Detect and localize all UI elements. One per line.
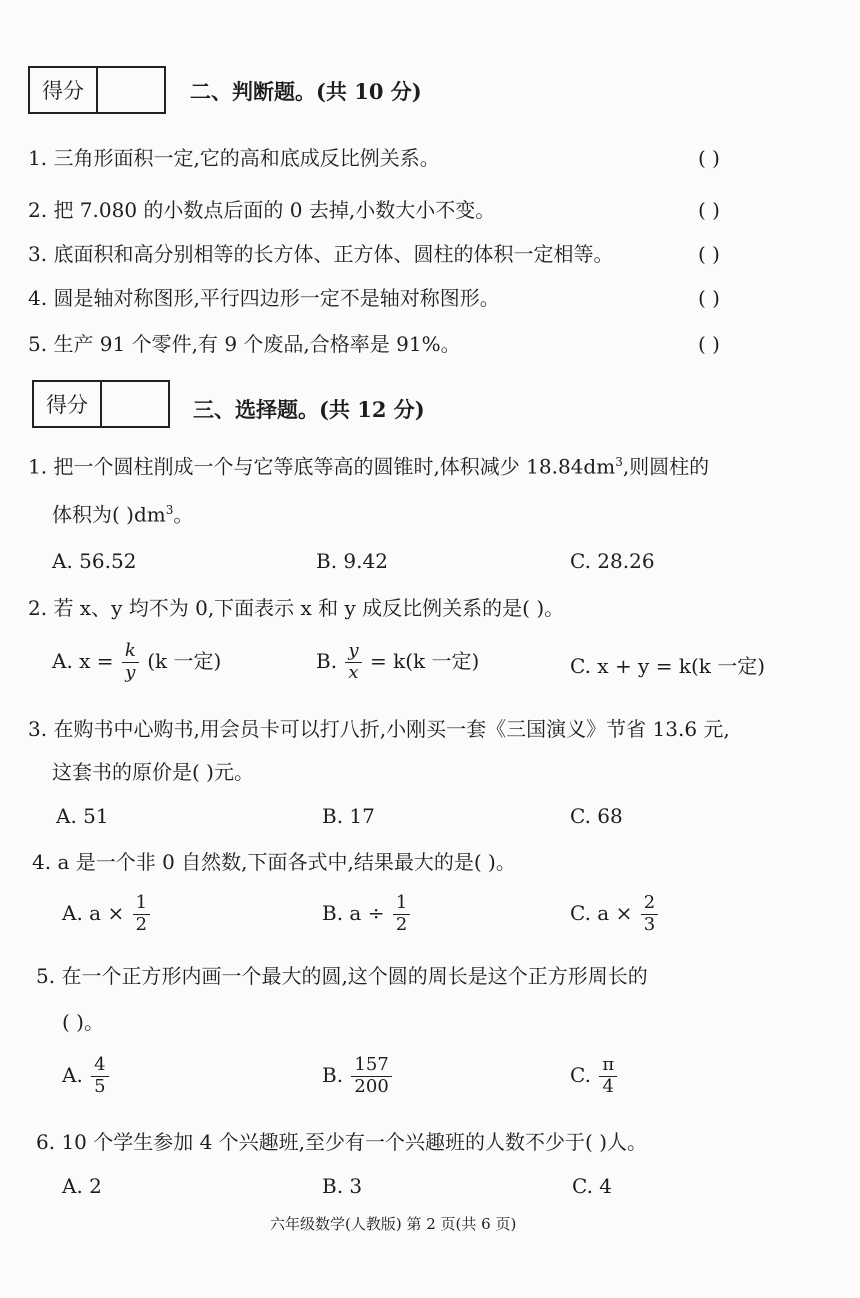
q5-c-prefix: C. bbox=[570, 1062, 591, 1087]
judge-answer-4[interactable]: ( ) bbox=[698, 286, 720, 310]
q5-a-den: 5 bbox=[94, 1075, 106, 1097]
q2-b-num: y bbox=[345, 642, 361, 663]
score-blank[interactable] bbox=[102, 382, 168, 426]
q1-sup2: 3 bbox=[165, 503, 174, 517]
q5-option-a[interactable] bbox=[62, 1056, 111, 1097]
score-box-section2 bbox=[28, 66, 166, 114]
q6-option-b[interactable]: B. 3 bbox=[322, 1174, 363, 1198]
q5-c-num: π bbox=[599, 1056, 617, 1077]
q2-a-fraction bbox=[122, 642, 139, 683]
q5-b-den: 200 bbox=[354, 1075, 389, 1097]
q5-b-prefix: B. bbox=[322, 1062, 344, 1087]
judge-answer-3[interactable]: ( ) bbox=[698, 242, 720, 266]
page-footer: 六年级数学(人教版) 第 2 页(共 6 页) bbox=[270, 1215, 517, 1233]
q2-text: 2. 若 x、y 均不为 0,下面表示 x 和 y 成反比例关系的是( )。 bbox=[28, 596, 565, 620]
q2-a-num: k bbox=[122, 642, 139, 663]
q3-line1: 3. 在购书中心购书,用会员卡可以打八折,小刚买一套《三国演义》节省 13.6 元, bbox=[28, 717, 730, 741]
q4-c-fraction bbox=[641, 894, 658, 935]
q2-b-den: x bbox=[348, 661, 359, 683]
q4-a-fraction bbox=[133, 894, 150, 935]
q2-b-suffix: = k(k 一定) bbox=[369, 648, 480, 673]
q6-option-c[interactable]: C. 4 bbox=[572, 1174, 613, 1198]
q4-c-num: 2 bbox=[641, 894, 658, 915]
q5-line2: ( )。 bbox=[62, 1010, 104, 1034]
q1-option-b[interactable]: B. 9.42 bbox=[316, 549, 388, 573]
section3-title: 三、选择题。(共 12 分) bbox=[193, 397, 425, 422]
q2-option-a[interactable] bbox=[52, 642, 221, 683]
section2-title: 二、判断题。(共 10 分) bbox=[190, 79, 422, 104]
q5-option-b[interactable] bbox=[322, 1056, 394, 1097]
q1-text-end2: 。 bbox=[173, 502, 194, 527]
q2-b-fraction bbox=[345, 642, 361, 683]
q1-option-a[interactable]: A. 56.52 bbox=[52, 549, 137, 573]
q4-b-fraction bbox=[393, 894, 410, 935]
q4-b-prefix: B. a ÷ bbox=[322, 900, 385, 925]
q5-c-fraction bbox=[599, 1056, 617, 1097]
q5-a-prefix: A. bbox=[62, 1062, 83, 1087]
q2-a-den: y bbox=[125, 661, 136, 683]
q4-a-prefix: A. a × bbox=[62, 900, 125, 925]
q4-b-den: 2 bbox=[395, 913, 408, 935]
q2-option-c[interactable]: C. x + y = k(k 一定) bbox=[570, 654, 766, 678]
q6-option-a[interactable]: A. 2 bbox=[62, 1174, 102, 1198]
q1-option-c[interactable]: C. 28.26 bbox=[570, 549, 655, 573]
q3-option-c[interactable]: C. 68 bbox=[570, 804, 623, 828]
q1-sup: 3 bbox=[615, 455, 623, 469]
score-label: 得分 bbox=[30, 68, 98, 112]
q3-option-b[interactable]: B. 17 bbox=[322, 804, 375, 828]
score-blank[interactable] bbox=[98, 68, 164, 112]
q2-b-prefix: B. bbox=[316, 648, 338, 673]
judge-item-2: 2. 把 7.080 的小数点后面的 0 去掉,小数大小不变。 bbox=[28, 198, 496, 222]
q5-c-den: 4 bbox=[602, 1075, 614, 1097]
q5-option-c[interactable] bbox=[570, 1056, 619, 1097]
judge-answer-1[interactable]: ( ) bbox=[698, 146, 720, 170]
q4-option-a[interactable] bbox=[62, 894, 152, 935]
q5-line1: 5. 在一个正方形内画一个最大的圆,这个圆的周长是这个正方形周长的 bbox=[36, 964, 648, 988]
judge-answer-2[interactable]: ( ) bbox=[698, 198, 720, 222]
q2-a-suffix: (k 一定) bbox=[147, 648, 222, 673]
q2-a-prefix: A. x = bbox=[52, 648, 114, 673]
judge-item-1: 1. 三角形面积一定,它的高和底成反比例关系。 bbox=[28, 146, 440, 170]
judge-item-3: 3. 底面积和高分别相等的长方体、正方体、圆柱的体积一定相等。 bbox=[28, 242, 614, 266]
q1-blank-text[interactable]: 体积为( )dm bbox=[52, 502, 166, 527]
q4-c-prefix: C. a × bbox=[570, 900, 633, 925]
q5-a-num: 4 bbox=[91, 1056, 108, 1077]
q5-a-fraction bbox=[91, 1056, 108, 1097]
q2-option-b[interactable] bbox=[316, 642, 479, 683]
q4-option-b[interactable] bbox=[322, 894, 412, 935]
q3-line2: 这套书的原价是( )元。 bbox=[52, 760, 254, 784]
q5-b-num: 157 bbox=[351, 1056, 391, 1077]
q1-line2 bbox=[52, 504, 193, 525]
judge-answer-5[interactable]: ( ) bbox=[698, 332, 720, 356]
q3-option-a[interactable]: A. 51 bbox=[56, 804, 109, 828]
q1-line1 bbox=[28, 456, 709, 477]
score-box-section3 bbox=[32, 380, 170, 428]
q1-text: 1. 把一个圆柱削成一个与它等底等高的圆锥时,体积减少 18.84dm bbox=[28, 454, 616, 479]
judge-item-4: 4. 圆是轴对称图形,平行四边形一定不是轴对称图形。 bbox=[28, 286, 500, 310]
q4-a-den: 2 bbox=[135, 913, 148, 935]
q1-text-end: ,则圆柱的 bbox=[622, 454, 710, 479]
q4-a-num: 1 bbox=[133, 894, 150, 915]
q4-b-num: 1 bbox=[393, 894, 410, 915]
q4-option-c[interactable] bbox=[570, 894, 660, 935]
q4-c-den: 3 bbox=[643, 913, 656, 935]
judge-item-5: 5. 生产 91 个零件,有 9 个废品,合格率是 91%。 bbox=[28, 332, 461, 356]
q6-text: 6. 10 个学生参加 4 个兴趣班,至少有一个兴趣班的人数不少于( )人。 bbox=[36, 1130, 648, 1154]
score-label: 得分 bbox=[34, 382, 102, 426]
q5-b-fraction bbox=[351, 1056, 391, 1097]
q4-text: 4. a 是一个非 0 自然数,下面各式中,结果最大的是( )。 bbox=[32, 850, 516, 874]
